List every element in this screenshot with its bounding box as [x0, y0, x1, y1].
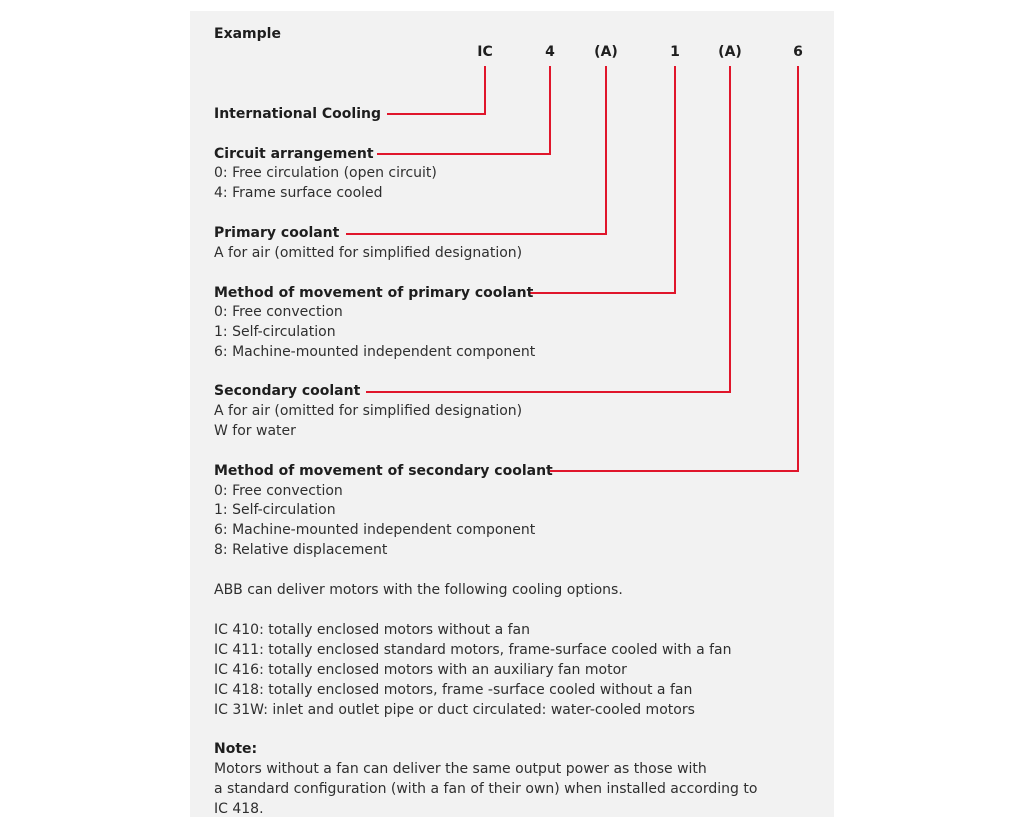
heading-primary-coolant: Primary coolant [214, 225, 340, 241]
heading-primary-movement: Method of movement of primary coolant [214, 285, 534, 301]
code-part-secondary-movement: 6 [793, 44, 803, 60]
option-item: IC 31W: inlet and outlet pipe or duct circulated: water-cooled motors [214, 702, 695, 718]
secondary-movement-line: 0: Free convection [214, 483, 343, 499]
circuit-line: 0: Free circulation (open circuit) [214, 165, 437, 181]
example-label: Example [214, 26, 281, 42]
code-part-secondary-coolant: (A) [718, 44, 742, 60]
note-line: a standard configuration (with a fan of their own) when installed according to [214, 781, 758, 797]
heading-circuit-arrangement: Circuit arrangement [214, 146, 374, 162]
code-part-ic: IC [477, 44, 493, 60]
primary-movement-line: 6: Machine-mounted independent component [214, 344, 536, 360]
options-intro: ABB can deliver motors with the following cooling options. [214, 582, 623, 598]
secondary-movement-line: 8: Relative displacement [214, 542, 388, 558]
primary-coolant-line: A for air (omitted for simplified designation) [214, 245, 523, 261]
code-part-primary-coolant: (A) [594, 44, 618, 60]
secondary-movement-line: 6: Machine-mounted independent component [214, 522, 536, 538]
note-line: IC 418. [214, 801, 264, 817]
option-item: IC 418: totally enclosed motors, frame -surface cooled without a fan [214, 682, 693, 698]
heading-international-cooling: International Cooling [214, 106, 381, 122]
primary-movement-line: 1: Self-circulation [214, 324, 336, 340]
primary-movement-line: 0: Free convection [214, 304, 343, 320]
note-heading: Note: [214, 741, 258, 757]
option-item: IC 416: totally enclosed motors with an auxiliary fan motor [214, 662, 627, 678]
option-item: IC 410: totally enclosed motors without a fan [214, 622, 531, 638]
option-item: IC 411: totally enclosed standard motors, frame-surface cooled with a fan [214, 642, 732, 658]
secondary-coolant-line: W for water [214, 423, 296, 439]
heading-secondary-movement: Method of movement of secondary coolant [214, 463, 553, 479]
code-part-circuit: 4 [545, 44, 555, 60]
secondary-coolant-line: A for air (omitted for simplified designation) [214, 403, 523, 419]
note-line: Motors without a fan can deliver the same output power as those with [214, 761, 707, 777]
secondary-movement-line: 1: Self-circulation [214, 502, 336, 518]
heading-secondary-coolant: Secondary coolant [214, 383, 361, 399]
circuit-line: 4: Frame surface cooled [214, 185, 383, 201]
code-part-primary-movement: 1 [670, 44, 680, 60]
